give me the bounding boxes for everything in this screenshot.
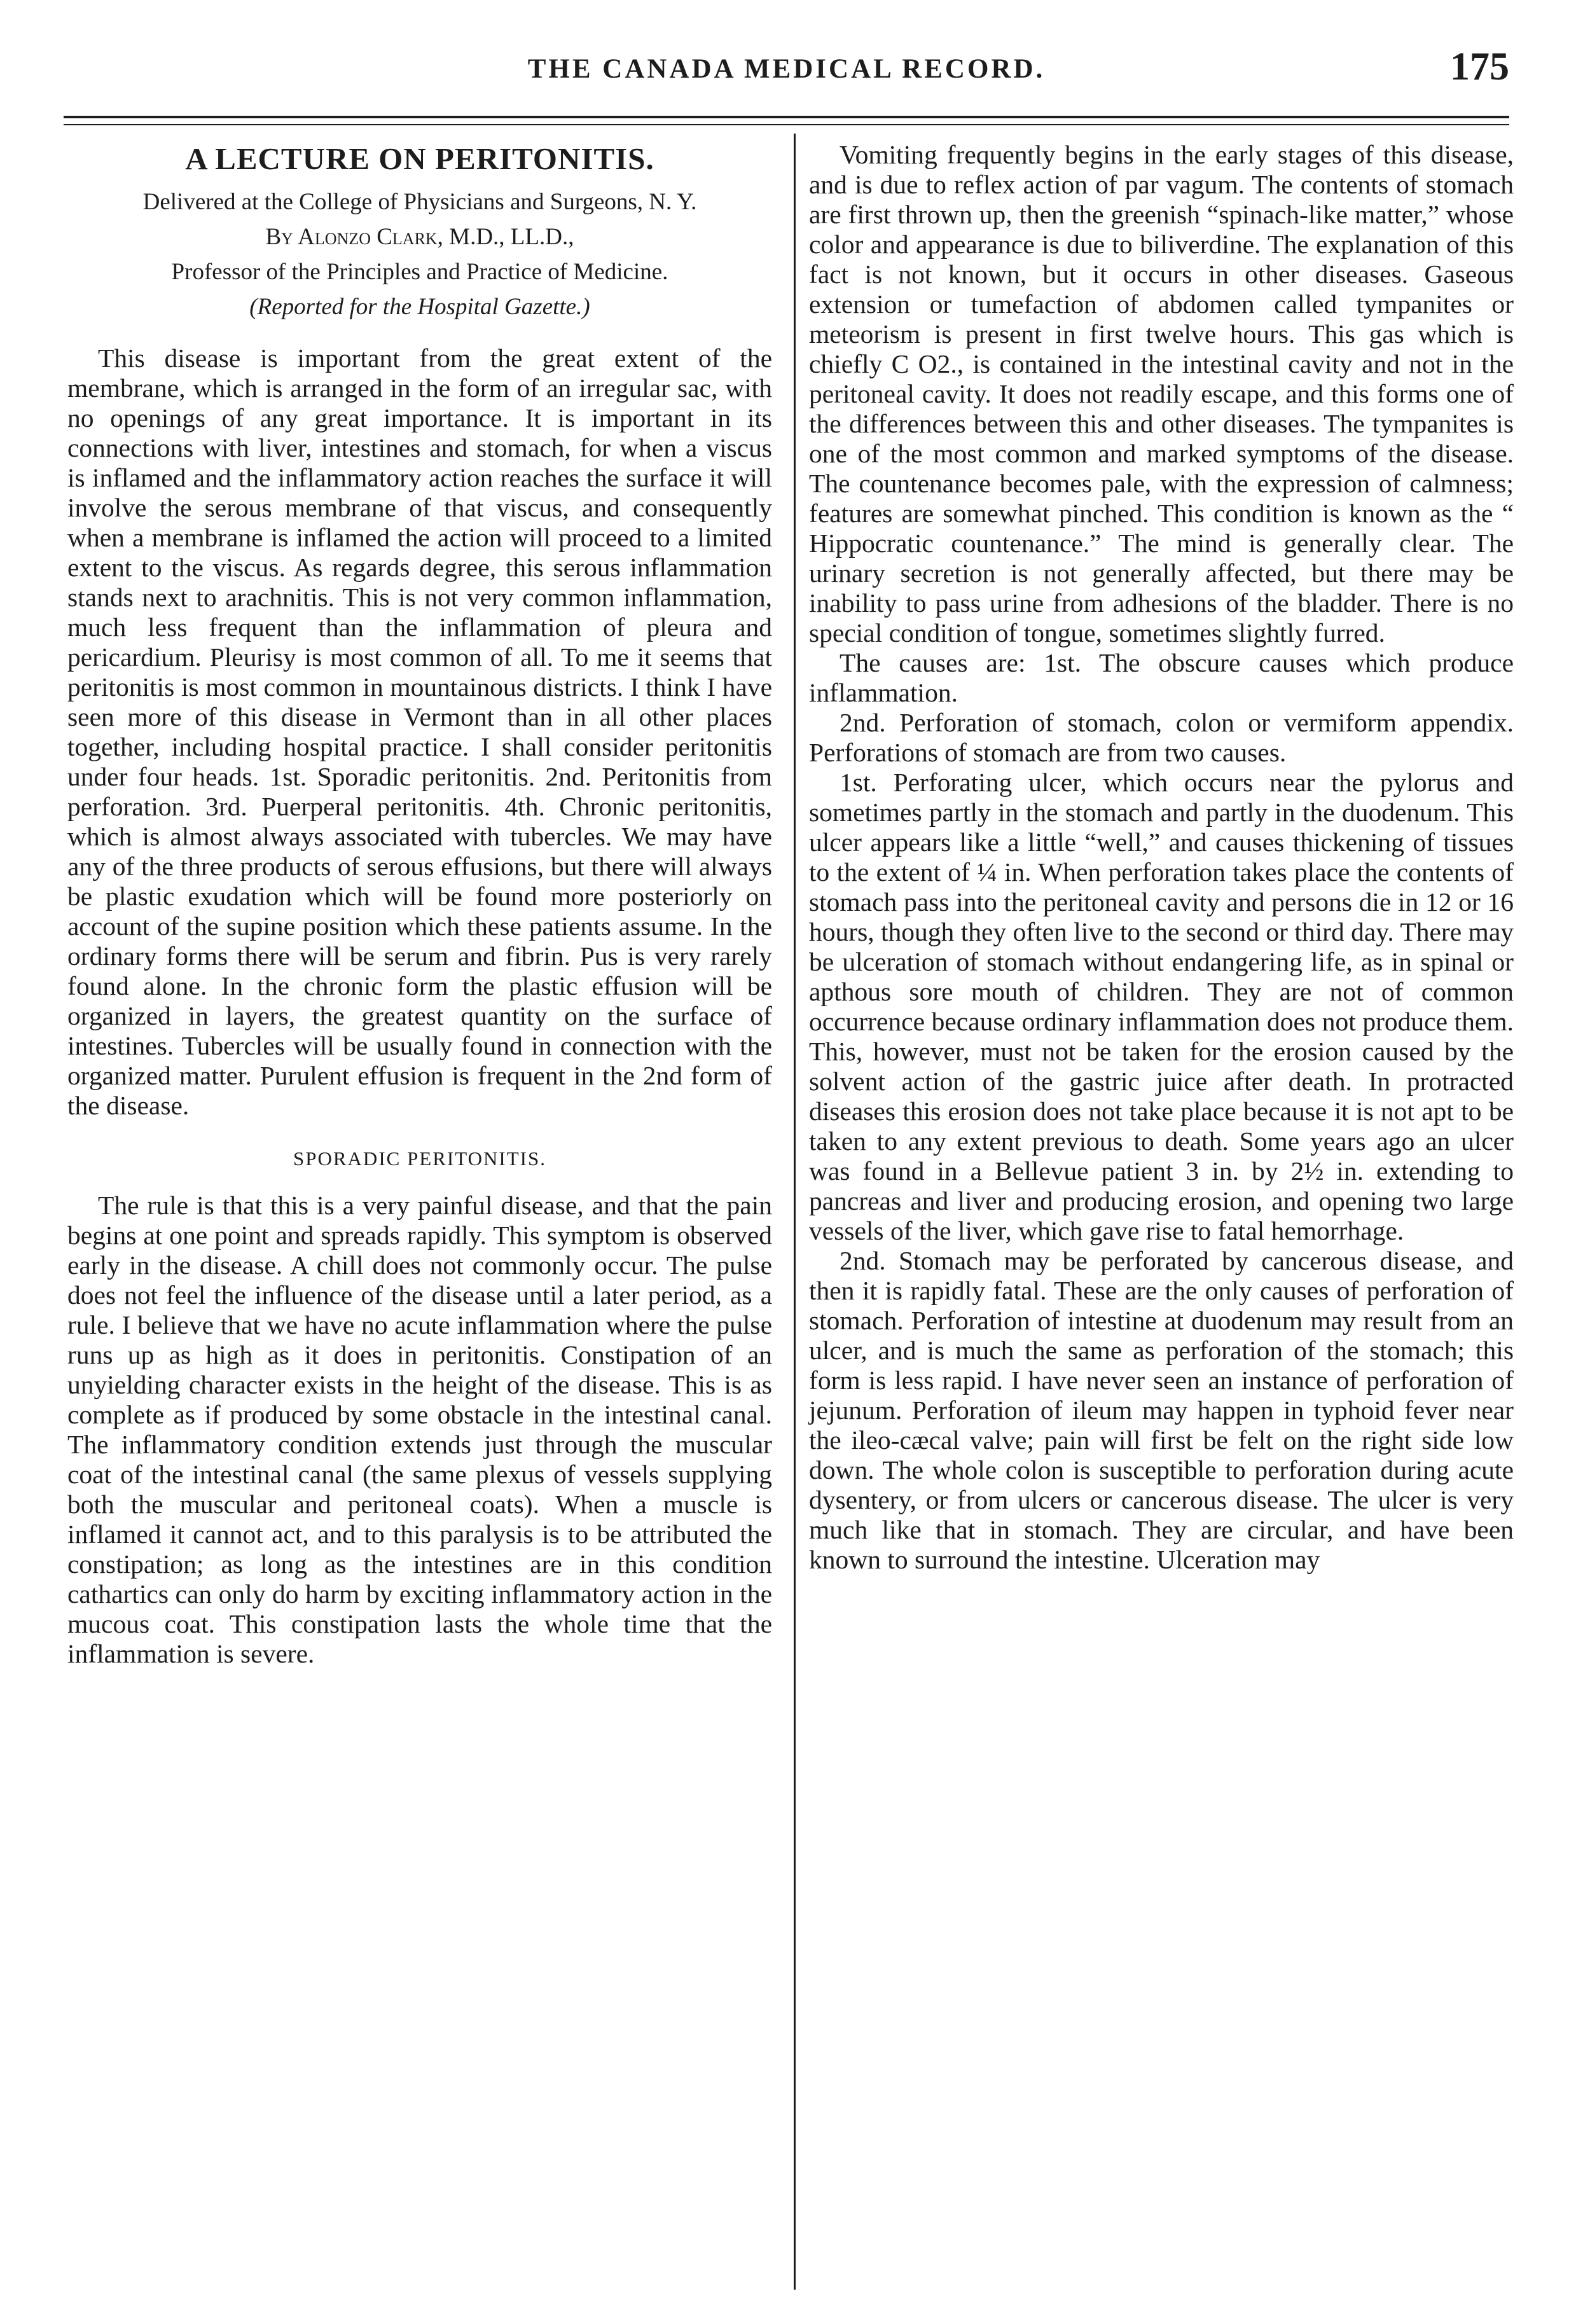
reported-note: (Reported for the Hospital Gazette.) <box>249 294 590 320</box>
body-paragraph: 1st. Perforating ulcer, which occurs near the pylorus and sometimes partly in the stomach and partly in the duodenum. This ulcer appears like a little “well,” and causes thickening of tissues to the extent of ¼ in. When perforation takes place the contents of stomach pass into the peritoneal cavity and persons die in 12 or 16 hours, though they often live to the second or third day. There may be ulceration of stomach without endangering life, as in spinal or apthous sore mouth of children. They are not of common occurrence because ordinary inflammation does not produce them. This, however, must not be taken for the erosion caused by the solvent action of the gastric juice after death. In protracted diseases this erosion does not take place because it is not apt to be taken to any extent previous to death. Some years ago an ulcer was found in a Bellevue patient 3 in. by 2½ in. extending to pancreas and liver and producing erosion, and opening two large vessels of the liver, which gave rise to fatal hemorrhage. <box>809 768 1514 1245</box>
body-paragraph: This disease is important from the great extent of the membrane, which is arranged in the form of an irregular sac, with no openings of any great importance. It is important in its connections with liver, intestines and stomach, for when a viscus is inflamed and the inflammatory action reaches the surface it will involve the serous membrane of that viscus, and consequently when a membrane is inflamed the action will proceed to a limited extent to the viscus. As regards degree, this serous inflammation stands next to arachnitis. This is not very common inflammation, much less frequent than the inflammation of pleura and pericardium. Pleurisy is most common of all. To me it seems that peritonitis is most common in mountainous districts. I think I have seen more of this disease in Vermont than in all other places together, including hospital practice. I shall consider peritonitis under four heads. 1st. Sporadic peritonitis. 2nd. Peritonitis from perforation. 3rd. Puerperal peritonitis. 4th. Chronic peritonitis, which is almost always associated with tubercles. We may have any of the three products of serous effusions, but there will always be plastic exudation which will be found more posteriorly on account of the supine position which these patients assume. In the ordinary forms there will be serum and fibrin. Pus is very rarely found alone. In the chronic form the plastic effusion will be organized in layers, the greatest quantity on the surface of intestines. Tubercles will be usually found in connection with the organized matter. Purulent effusion is frequent in the 2nd form of the disease. <box>67 343 772 1120</box>
author-line: By Alonzo Clark, M.D., LL.D., <box>265 224 574 250</box>
column-divider <box>794 134 796 2290</box>
body-paragraph: 2nd. Perforation of stomach, colon or vermiform appendix. Perforations of stomach are from two causes. <box>809 708 1514 767</box>
running-head <box>64 45 1509 102</box>
body-paragraph: The rule is that this is a very painful disease, and that the pain begins at one point and spreads rapidly. This symptom is observed early in the disease. A chill does not commonly occur. The pulse does not feel the influence of the disease until a later period, as a rule. I believe that we have no acute inflammation where the pulse runs up as high as it does in peritonitis. Constipation of an unyielding character exists in the height of the disease. This is as complete as if produced by some obstacle in the intestinal canal. The inflammatory condition extends just through the muscular coat of the intestinal canal (the same plexus of vessels supplying both the muscular and peritoneal coats). When a muscle is inflamed it cannot act, and to this paralysis is to be attributed the constipation; as long as the intestines are in this condition cathartics can only do harm by exciting inflammatory action in the mucous coat. This constipation lasts the whole time that the inflammation is severe. <box>67 1191 772 1668</box>
journal-title: THE CANADA MEDICAL RECORD. <box>527 54 1046 84</box>
page-number: 175 <box>1450 45 1509 88</box>
delivered-line: Delivered at the College of Physicians and Surgeons, N. Y. <box>142 189 697 215</box>
right-column <box>809 140 1514 1575</box>
article-title: A LECTURE ON PERITONITIS. <box>185 141 654 176</box>
left-column <box>67 140 772 1669</box>
author-title: Professor of the Principles and Practice of Medicine. <box>171 259 668 285</box>
body-paragraph: 2nd. Stomach may be perforated by cancerous disease, and then it is rapidly fatal. These are the only causes of perforation of stomach. Perforation of intestine at duodenum may result from an ulcer, and is much the same as perforation of the stomach; this form is less rapid. I have never seen an instance of perforation of jejunum. Perforation of ileum may happen in typhoid fever near the ileo-cæcal valve; pain will first be felt on the right side low down. The whole colon is susceptible to perforation during acute dysentery, or from ulcers or cancerous disease. The ulcer is very much like that in stomach. They are circular, and have been known to surround the intestine. Ulceration may <box>809 1246 1514 1574</box>
header-rule-thin <box>64 124 1509 125</box>
body-paragraph: Vomiting frequently begins in the early stages of this disease, and is due to reflex action of par vagum. The contents of stomach are first thrown up, then the greenish “spinach-like matter,” whose color and appearance is due to biliverdine. The explanation of this fact is not known, but it occurs in other diseases. Gaseous extension or tumefaction of abdomen called tympanites or meteorism is present in first twelve hours. This gas which is chiefly C O2., is contained in the intestinal cavity and not in the peritoneal cavity. It does not readily escape, and this forms one of the differences between this and other diseases. The tympanites is one of the most common and marked symptoms of the disease. The countenance becomes pale, with the expression of calmness; features are somewhat pinched. This condition is known as the “ Hippocratic countenance.” The mind is generally clear. The urinary secretion is not generally affected, but there may be inability to pass urine from adhesions of the bladder. There is no special condition of tongue, sometimes slightly furred. <box>809 140 1514 647</box>
header-rule-thick <box>64 116 1509 118</box>
body-paragraph: The causes are: 1st. The obscure causes which produce inflammation. <box>809 648 1514 707</box>
section-heading: SPORADIC PERITONITIS. <box>293 1147 546 1170</box>
